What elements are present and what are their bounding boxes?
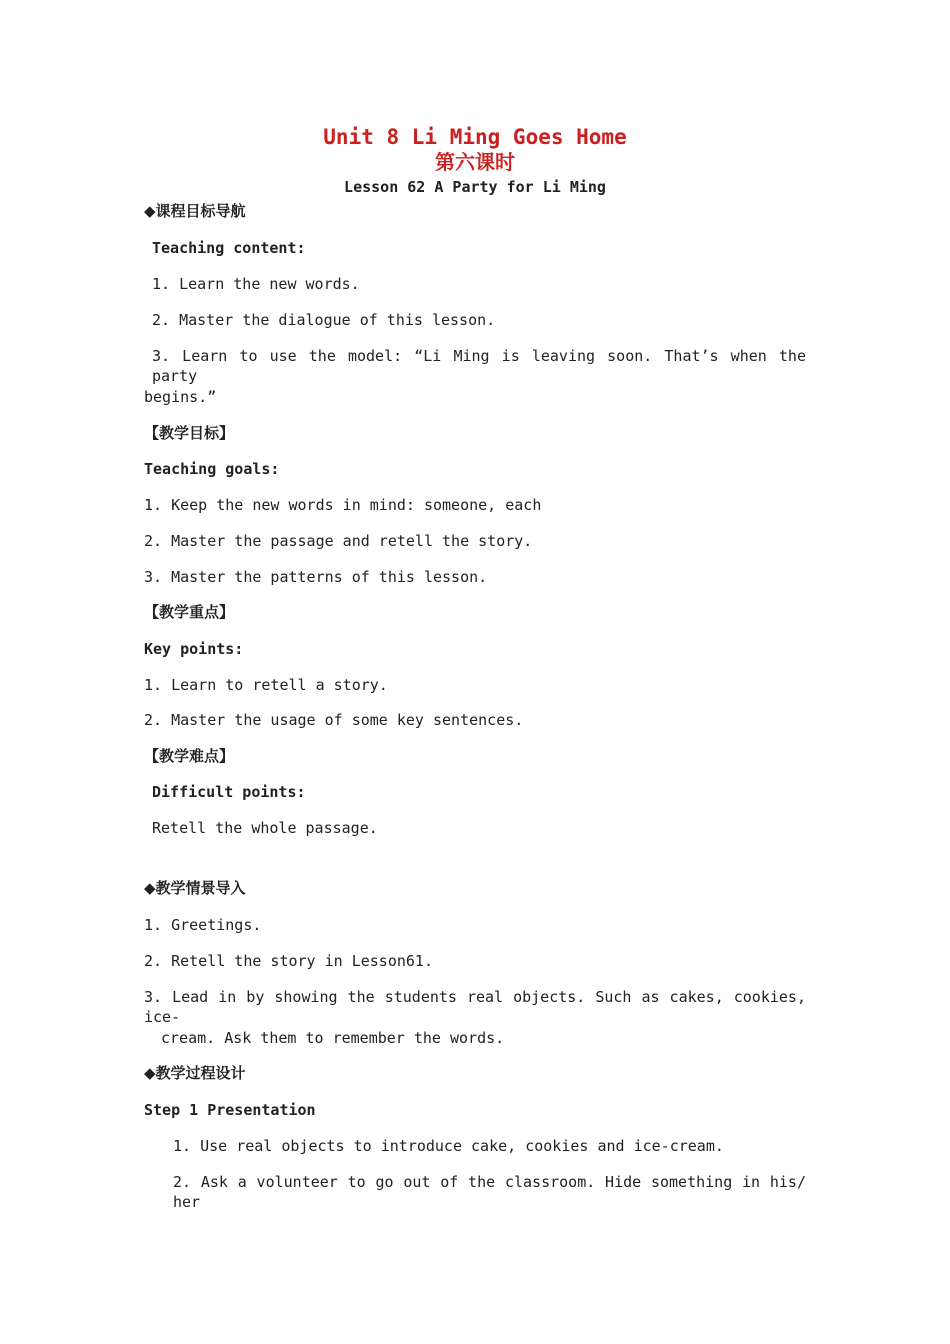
list-item: Retell the whole passage. [152,819,378,837]
list-item: 1. Greetings. [144,916,262,934]
list-item: 1. Use real objects to introduce cake, cookies and ice-cream. [173,1137,724,1155]
list-item: 3. Learn to use the model: “Li Ming is leaving soon. That’s when the party [152,347,806,385]
step-1-label: Step 1 Presentation [144,1101,316,1119]
list-item-continuation: cream. Ask them to remember the words. [161,1029,505,1047]
section-heading-process-design: ◆教学过程设计 [144,1064,246,1082]
list-item-continuation: begins.” [144,388,217,406]
section-heading-teaching-goals: 【教学目标】 [144,424,235,442]
lesson-period-title: 第六课时 [435,150,515,174]
list-item: 2. Master the usage of some key sentences. [144,711,524,729]
difficult-points-label: Difficult points: [152,783,306,801]
list-item: 1. Learn to retell a story. [144,676,388,694]
section-heading-course-goals: ◆课程目标导航 [144,202,246,220]
section-heading-difficult-points: 【教学难点】 [144,747,235,765]
list-item: 3. Master the patterns of this lesson. [144,568,488,586]
list-item: 2. Ask a volunteer to go out of the classroom. Hide something in his/ her [173,1173,806,1211]
list-item: 1. Learn the new words. [152,275,360,293]
list-item: 3. Lead in by showing the students real objects. Such as cakes, cookies, ice- [144,988,806,1026]
list-item: 2. Retell the story in Lesson61. [144,952,433,970]
list-item: 2. Master the dialogue of this lesson. [152,311,496,329]
list-item: 1. Keep the new words in mind: someone, each [144,496,542,514]
unit-title: Unit 8 Li Ming Goes Home [323,125,627,149]
teaching-content-label: Teaching content: [152,239,306,257]
lesson-subtitle: Lesson 62 A Party for Li Ming [344,178,606,196]
teaching-goals-label: Teaching goals: [144,460,280,478]
section-heading-key-points: 【教学重点】 [144,603,235,621]
section-heading-lead-in: ◆教学情景导入 [144,879,246,897]
key-points-label: Key points: [144,640,244,658]
list-item: 2. Master the passage and retell the story. [144,532,533,550]
